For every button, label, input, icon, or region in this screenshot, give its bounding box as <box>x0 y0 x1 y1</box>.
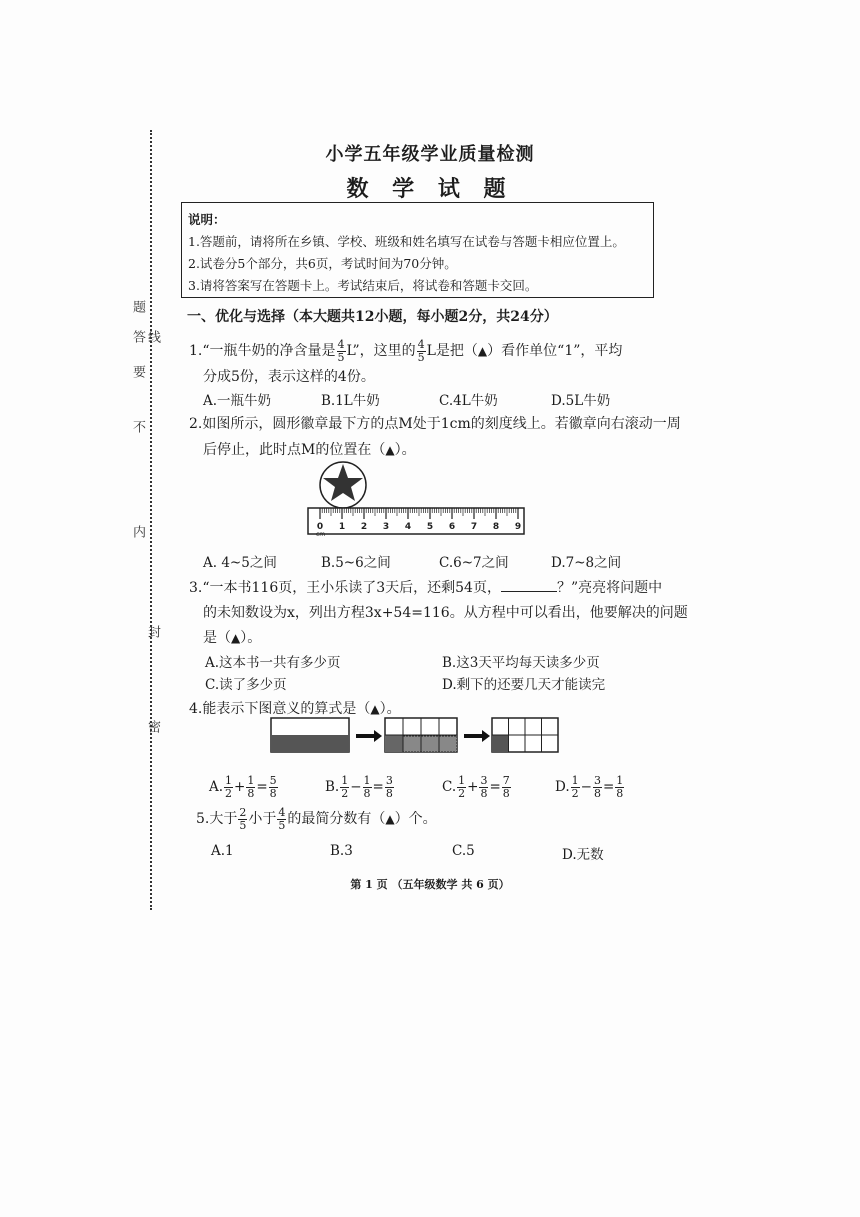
question-4-line: 4.能表示下图意义的算式是（▲）。 <box>189 701 401 717</box>
question-3-line-3: 是（▲）。 <box>203 630 262 646</box>
question-3-line-1: 3.“一本书116页，王小乐读了3天后，还剩54页， ？”亮亮将问题中 <box>189 575 662 601</box>
option-d: D. $\frac{1}{2}$ − $\frac{3}{8}$ = $\frac{1}{8}$ <box>555 774 624 800</box>
answer-marker: ▲ <box>385 812 395 826</box>
instructions-box <box>181 202 654 298</box>
option-a: A. 4~5之间 <box>203 555 277 571</box>
option-c: C.5 <box>452 843 475 859</box>
binding-word: 题 <box>130 300 145 313</box>
question-3-line-2: 的未知数设为x，列出方程3x+54=116。从方程中可以看出，他要解决的问题 <box>203 605 688 621</box>
option-b: B.这3天平均每天读多少页 <box>442 655 600 671</box>
fraction-diagram <box>270 717 562 757</box>
removed-parts <box>403 736 457 752</box>
option-d: D.7~8之间 <box>551 555 622 571</box>
answer-marker: ▲ <box>385 443 395 457</box>
exam-subtitle: 数 学 试 题 <box>346 176 514 202</box>
question-5-line: 5.大于 $\frac{2}{5}$ 小于 $\frac{4}{5}$ 的最简分数有（▲）个。 <box>196 805 437 832</box>
option-a: A.这本书一共有多少页 <box>205 655 341 671</box>
option-b: B. $\frac{1}{2}$ − $\frac{1}{8}$ = $\frac{3}{8}$ <box>325 774 393 800</box>
question-1-line-2: 分成5份，表示这样的4份。 <box>203 369 375 385</box>
page-footer: 第 1 页 （五年级数学 共 6 页） <box>350 878 510 891</box>
question-1-line-1: 1.“一瓶牛奶的净含量是 $\frac{4}{5}$ L”，这里的 $\frac{4}{5}$ L是把（▲）看作单位“1”，平均 <box>189 337 623 364</box>
badge-point-label: M <box>340 500 346 507</box>
option-b: B.3 <box>330 843 353 859</box>
binding-word: 密 <box>145 720 160 733</box>
answer-blank <box>501 577 557 592</box>
option-d: D.剩下的还要几天才能读完 <box>442 677 606 693</box>
section-title: 一、优化与选择（本大题共12小题，每小题2分，共24分） <box>187 309 558 325</box>
answer-marker: ▲ <box>477 344 488 358</box>
binding-word: 要 <box>130 365 145 378</box>
binding-dotted-line <box>150 130 152 910</box>
binding-word: 答 <box>130 330 145 343</box>
shaded-cell <box>492 735 509 752</box>
option-a: A. $\frac{1}{2}$ + $\frac{1}{8}$ = $\frac{5}{8}$ <box>209 774 277 800</box>
ruler-label: 0 <box>316 522 324 532</box>
answer-marker: ▲ <box>370 702 380 716</box>
arrow-icon <box>374 730 382 742</box>
answer-marker: ▲ <box>231 631 241 645</box>
option-c: C. $\frac{1}{2}$ + $\frac{3}{8}$ = $\frac{7}{8}$ <box>442 774 510 800</box>
instruction-item: 2.试卷分5个部分，共6页，考试时间为70分钟。 <box>188 256 457 271</box>
option-c: C.4L牛奶 <box>439 393 498 409</box>
instruction-item: 1.答题前，请将所在乡镇、学校、班级和姓名填写在试卷与答题卡相应位置上。 <box>188 234 625 249</box>
ruler-label: 6 <box>448 522 456 532</box>
shaded-half <box>271 735 349 752</box>
option-b: B.1L牛奶 <box>321 393 380 409</box>
option-d: D.5L牛奶 <box>551 393 611 409</box>
binding-word: 不 <box>130 420 145 433</box>
arrow-icon <box>482 730 490 742</box>
binding-word: 封 <box>145 625 160 638</box>
question-2-line-2: 后停止，此时点M的位置在（▲）。 <box>203 442 416 458</box>
fraction: $\frac{4}{5}$ <box>417 337 425 364</box>
instruction-item: 3.请将答案写在答题卡上。考试结束后，将试卷和答题卡交回。 <box>188 278 538 293</box>
ruler-label: 3 <box>382 522 390 532</box>
instructions-title: 说明： <box>188 212 226 227</box>
binding-word: 线 <box>145 330 160 343</box>
ruler-badge-figure <box>306 458 528 540</box>
ruler-unit-label: cm <box>316 531 326 538</box>
option-b: B.5~6之间 <box>321 555 391 571</box>
ruler-label: 2 <box>360 522 368 532</box>
ruler-label: 5 <box>426 522 434 532</box>
option-c: C.读了多少页 <box>205 677 287 693</box>
option-a: A.一瓶牛奶 <box>203 393 272 409</box>
option-d: D.无数 <box>562 847 604 863</box>
binding-word: 内 <box>130 525 145 538</box>
ruler-label: 4 <box>404 522 412 532</box>
ruler-label: 1 <box>338 522 346 532</box>
option-c: C.6~7之间 <box>439 555 509 571</box>
exam-title: 小学五年级学业质量检测 <box>325 144 535 165</box>
fraction: $\frac{4}{5}$ <box>337 337 345 364</box>
ruler-label: 7 <box>470 522 478 532</box>
option-a: A.1 <box>211 843 234 859</box>
ruler-label: 8 <box>492 522 500 532</box>
ruler-label: 9 <box>514 522 522 532</box>
question-2-line-1: 2.如图所示，圆形徽章最下方的点M处于1cm的刻度线上。若徽章向右滚动一周 <box>189 416 681 432</box>
